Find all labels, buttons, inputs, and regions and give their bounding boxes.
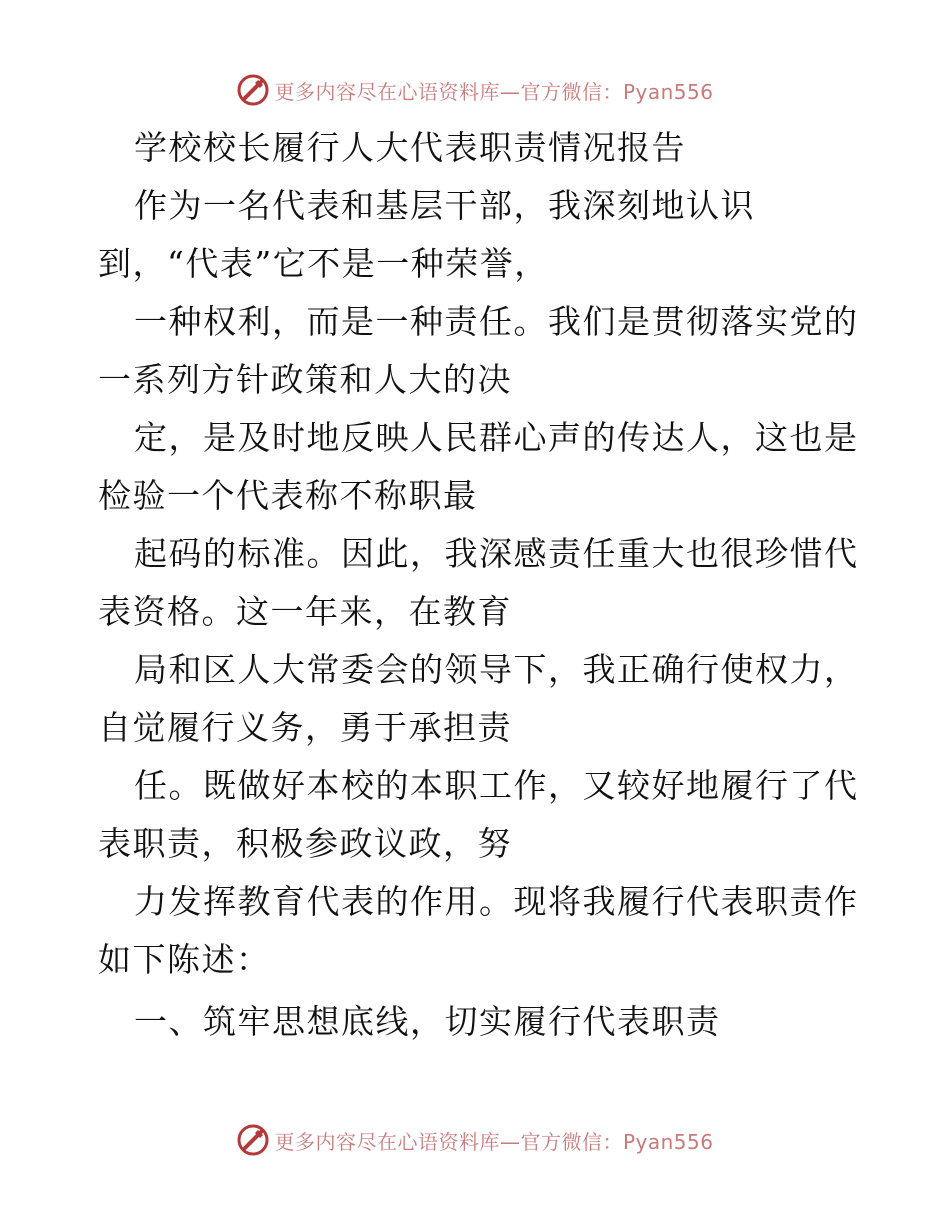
header-watermark — [0, 70, 950, 110]
paragraph-line: 表资格。这一年来，在教育 — [98, 592, 512, 631]
paragraph-line: 局和区人大常委会的领导下，我正确行使权力， — [134, 650, 859, 689]
paragraph-line: 表职责，积极参政议政，努 — [98, 824, 512, 863]
paragraph-line: 一系列方针政策和人大的决 — [98, 360, 512, 399]
paragraph-line: 一种权利，而是一种责任。我们是贯彻落实党的 — [134, 302, 859, 341]
logo-icon — [236, 1123, 270, 1157]
footer-watermark — [0, 1120, 950, 1160]
paragraph-line: 起码的标准。因此，我深感责任重大也很珍惜代 — [134, 534, 859, 573]
paragraph-line: 自觉履行义务，勇于承担责 — [98, 708, 512, 747]
paragraph-line: 任。既做好本校的本职工作，又较好地履行了代 — [134, 766, 859, 805]
watermark-text: 更多内容尽在心语资料库—官方微信：Pyan556 — [274, 1129, 714, 1154]
logo-icon — [236, 73, 270, 107]
paragraph-line: 如下陈述： — [98, 940, 271, 979]
paragraph-line: 检验一个代表称不称职最 — [98, 476, 478, 515]
paragraph-line: 定，是及时地反映人民群心声的传达人，这也是 — [134, 418, 859, 457]
document-title: 学校校长履行人大代表职责情况报告 — [134, 128, 686, 167]
watermark-text: 更多内容尽在心语资料库—官方微信：Pyan556 — [274, 79, 714, 104]
section-heading: 一、筑牢思想底线，切实履行代表职责 — [134, 1002, 721, 1041]
paragraph-line: 作为一名代表和基层干部，我深刻地认识 — [134, 186, 755, 225]
paragraph-line: 力发挥教育代表的作用。现将我履行代表职责作 — [134, 882, 859, 921]
paragraph-line: 到，“代表”它不是一种荣誉， — [98, 244, 549, 283]
